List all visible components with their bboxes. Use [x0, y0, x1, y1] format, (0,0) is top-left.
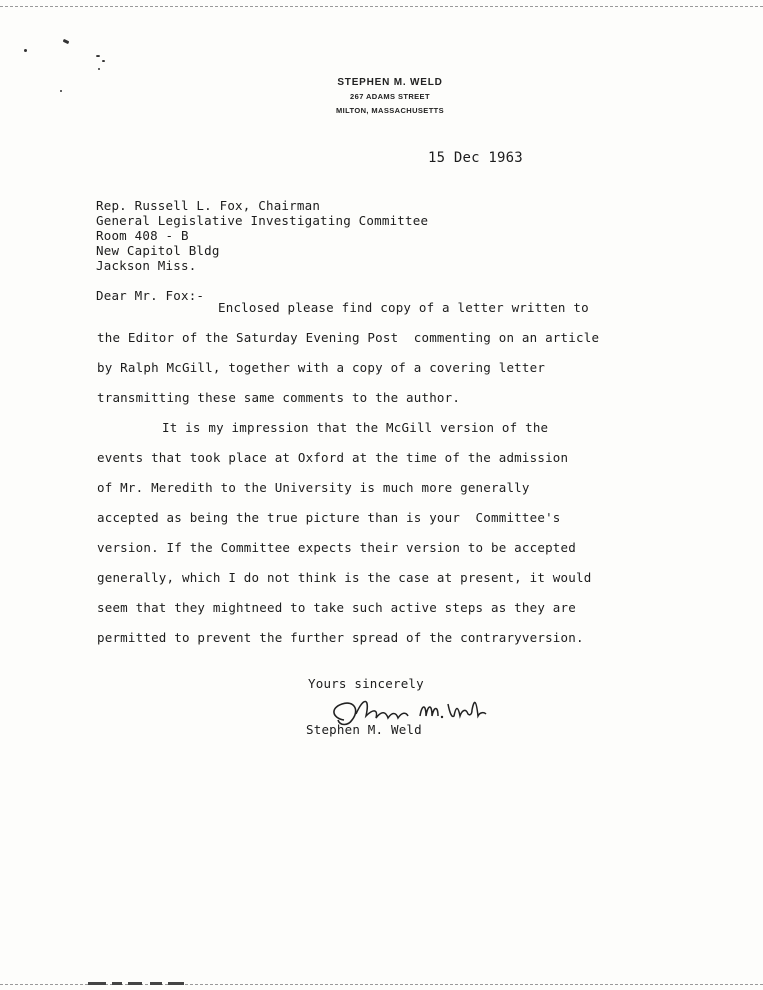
letterhead-name: STEPHEN M. WELD [337, 77, 443, 88]
body-line-10: generally, which I do not think is the case at present, it would [97, 570, 592, 585]
scan-speck [98, 68, 100, 70]
body-line-7: of Mr. Meredith to the University is much more generally [97, 480, 530, 495]
recipient-line-3: Room 408 - B [96, 228, 189, 243]
bottom-scan-mark [88, 982, 106, 985]
bottom-scan-mark [150, 982, 162, 985]
scan-speck [63, 39, 70, 44]
scan-speck [102, 60, 105, 62]
body-line-6: events that took place at Oxford at the time of the admission [97, 450, 569, 465]
bottom-scan-mark [168, 982, 184, 985]
letterhead-street: 267 ADAMS STREET [350, 92, 430, 101]
body-line-3: by Ralph McGill, together with a copy of a covering letter [97, 360, 546, 375]
top-scan-edge [0, 6, 763, 7]
body-line-2: the Editor of the Saturday Evening Post commenting on an article [97, 330, 600, 345]
closing: Yours sincerely [308, 676, 424, 691]
recipient-line-1: Rep. Russell L. Fox, Chairman [96, 198, 321, 213]
body-line-1: Enclosed please find copy of a letter written to [218, 300, 589, 315]
body-line-8: accepted as being the true picture than is your Committee's [97, 510, 561, 525]
recipient-line-4: New Capitol Bldg [96, 243, 220, 258]
letterhead-city: MILTON, MASSACHUSETTS [335, 106, 445, 115]
recipient-line-2: General Legislative Investigating Committee [96, 213, 429, 228]
body-line-9: version. If the Committee expects their version to be accepted [97, 540, 576, 555]
scan-speck [96, 55, 100, 57]
letterhead [290, 76, 490, 118]
salutation: Dear Mr. Fox:- [96, 288, 205, 303]
body-line-11: seem that they mightneed to take such active steps as they are [97, 600, 576, 615]
recipient-line-5: Jackson Miss. [96, 258, 197, 273]
scan-speck [24, 49, 27, 52]
body-line-5: It is my impression that the McGill version of the [162, 420, 549, 435]
bottom-scan-mark [128, 982, 142, 985]
body-line-4: transmitting these same comments to the author. [97, 390, 461, 405]
signature-block-name: Stephen M. Weld [306, 722, 422, 737]
body-line-12: permitted to prevent the further spread of the contraryversion. [97, 630, 584, 645]
letter-date: 15 Dec 1963 [428, 150, 523, 166]
scan-speck [60, 90, 62, 92]
bottom-scan-mark [112, 982, 122, 985]
